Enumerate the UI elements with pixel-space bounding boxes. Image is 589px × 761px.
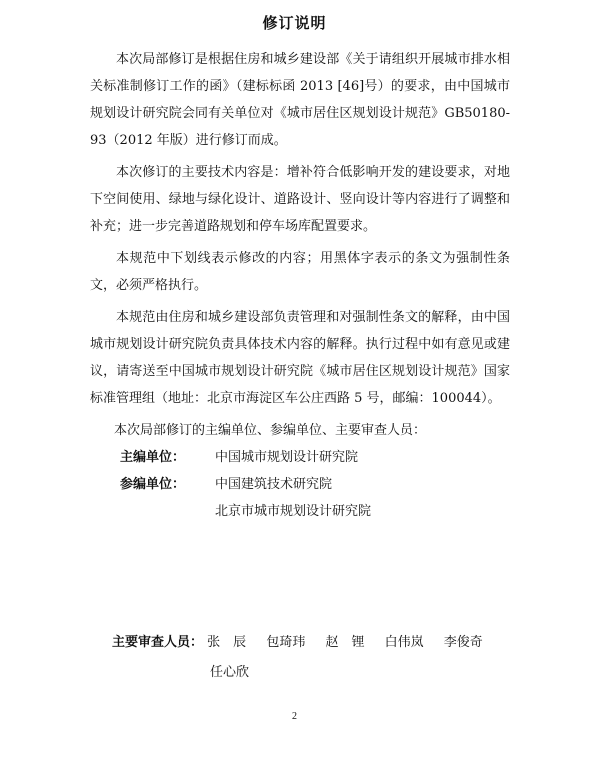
paragraph-technical-content: 本次修订的主要技术内容是：增补符合低影响开发的建设要求，对地下空间使用、绿地与绿化设计、道路设计、竖向设计等内容进行了调整和补充；进一步完善道路规划和停车场库配置要求。 bbox=[90, 165, 510, 234]
reviewer-name: 任心欣 bbox=[210, 665, 250, 680]
reviewers-block bbox=[112, 628, 532, 688]
chief-unit-name: 中国城市规划设计研究院 bbox=[215, 450, 359, 465]
page-number: 2 bbox=[292, 711, 297, 722]
paragraph-administration: 本规范由住房和城乡建设部负责管理和对强制性条文的解释，由中国城市规划设计研究院负责具体技术内容的解释。执行过程中如有意见或建议，请寄送至中国城市规划设计研究院《城市居住区规划设计规范》国家标准管理组（地址：北京市海淀区车公庄西路 5 号，邮编：100044）。 bbox=[90, 310, 510, 406]
reviewer-name: 白伟岚 bbox=[384, 635, 424, 650]
reviewer-name: 李俊奇 bbox=[443, 635, 483, 650]
participating-units-label: 参编单位： bbox=[120, 477, 186, 492]
reviewers-line-2 bbox=[112, 658, 532, 688]
participating-unit: 北京市城市规划设计研究院 bbox=[215, 504, 372, 519]
page-title: 修订说明 bbox=[262, 14, 327, 32]
paragraph-revision-basis: 本次局部修订是根据住房和城乡建设部《关于请组织开展城市排水相关标准制修订工作的函》（建标标函 2013 [46]号）的要求，由中国城市规划设计研究院会同有关单位对《城市居住区规划设计规范》GB50180-93（2012 年版）进行修订而成。 bbox=[90, 52, 510, 148]
chief-unit-row bbox=[90, 444, 510, 471]
reviewer-name: 包琦玮 bbox=[266, 635, 306, 650]
participating-units-list bbox=[215, 471, 510, 525]
units-intro: 本次局部修订的主编单位、参编单位、主要审查人员： bbox=[114, 423, 427, 438]
reviewer-name: 张 辰 bbox=[207, 635, 247, 650]
reviewers-label: 主要审查人员： bbox=[112, 635, 204, 650]
paragraph-notation: 本规范中下划线表示修改的内容；用黑体字表示的条文为强制性条文，必须严格执行。 bbox=[90, 251, 510, 293]
reviewer-name: 赵 锂 bbox=[325, 635, 365, 650]
reviewers-line-1 bbox=[112, 628, 532, 658]
chief-unit-label: 主编单位： bbox=[120, 450, 186, 465]
participating-units-row bbox=[90, 471, 510, 525]
document-body bbox=[90, 46, 510, 525]
participating-unit: 中国建筑技术研究院 bbox=[215, 477, 333, 492]
